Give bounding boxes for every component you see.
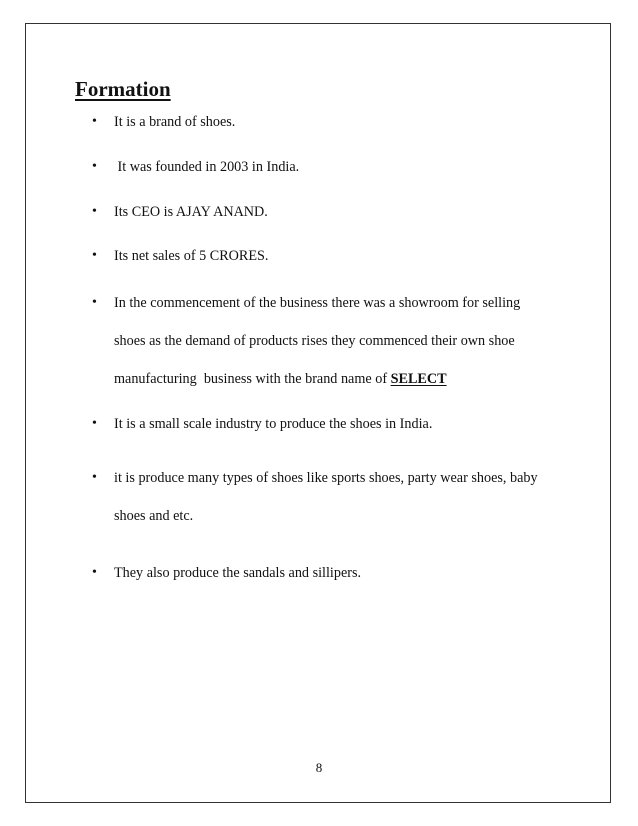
bullet-line: shoes and etc. (114, 508, 194, 524)
bullet-text (114, 193, 564, 231)
bullet-line (114, 360, 564, 398)
bullet-line-text: manufacturing business with the brand name of (114, 371, 391, 387)
bullet-dot: • (92, 295, 97, 310)
bullet-text (114, 554, 564, 592)
bullet-text (114, 148, 564, 186)
bullet-line: Its CEO is AJAY ANAND. (114, 204, 268, 220)
bullet-line: Its net sales of 5 CRORES. (114, 248, 269, 264)
bullet-dot: • (92, 159, 97, 174)
bullet-line: In the commencement of the business there was a showroom for selling (114, 295, 521, 311)
bullet-line: They also produce the sandals and sillipers. (114, 565, 362, 581)
bullet-text (114, 237, 564, 275)
bullet-text (114, 103, 564, 141)
bullet-text (114, 284, 564, 398)
bullet-dot: • (92, 114, 97, 129)
bullet-line: It is a small scale industry to produce the shoes in India. (114, 416, 433, 432)
brand-name: SELECT (390, 371, 447, 387)
bullet-line: It was founded in 2003 in India. (114, 159, 300, 175)
section-heading: Formation (75, 77, 171, 101)
bullet-dot: • (92, 565, 97, 580)
bullet-line: it is produce many types of shoes like sports shoes, party wear shoes, baby (114, 470, 538, 486)
bullet-text (114, 459, 564, 535)
page-number: 8 (315, 760, 323, 775)
bullet-dot: • (92, 204, 97, 219)
bullet-text (114, 405, 564, 443)
bullet-dot: • (92, 416, 97, 431)
bullet-dot: • (92, 470, 97, 485)
bullet-line: shoes as the demand of products rises they commenced their own shoe (114, 333, 515, 349)
bullet-dot: • (92, 248, 97, 263)
bullet-line: It is a brand of shoes. (114, 114, 236, 130)
